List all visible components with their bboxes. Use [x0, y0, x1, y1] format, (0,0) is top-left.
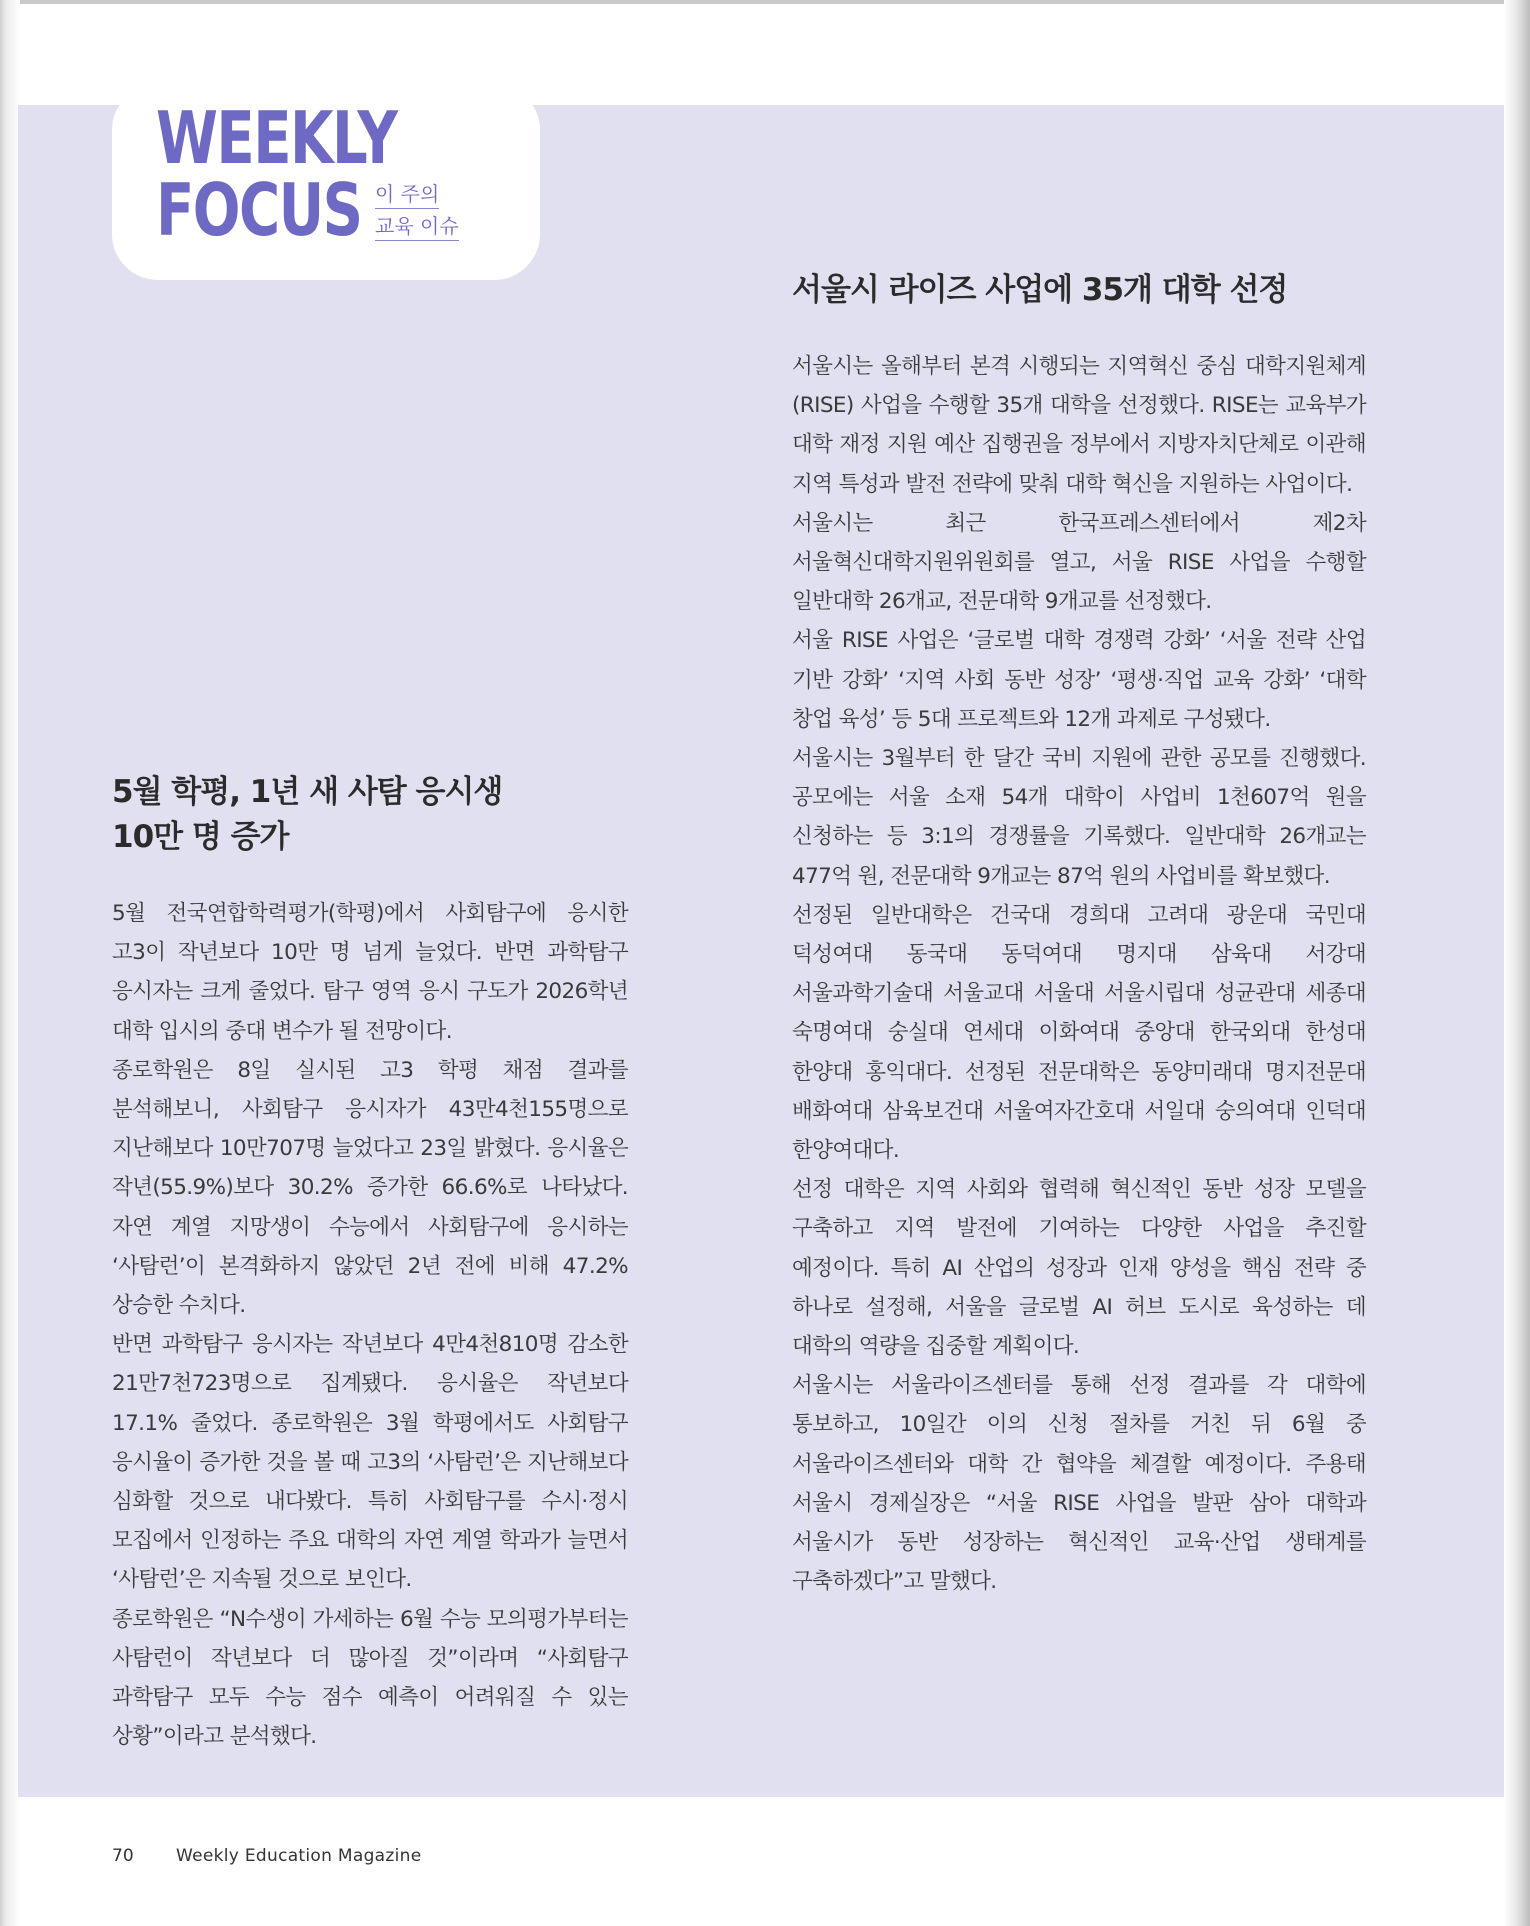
badge-weekly-text: WEEKLY: [156, 96, 397, 180]
right-paragraph: 선정된 일반대학은 건국대 경희대 고려대 광운대 국민대 덕성여대 동국대 동덕여대 명지대 삼육대 서강대 서울과학기술대 서울교대 서울대 서울시립대 성균관대 세종대 숙명여대 숭실대 연세대 이화여대 중앙대 한국외대 한성대 한양대 홍익대다. 선정된 전문대학은 동양미래대 명지전문대 배화여대 삼육보건대 서울여자간호대 서일대 숭의여대 인덕대 한양여대다.: [792, 902, 1366, 1164]
magazine-name: Weekly Education Magazine: [176, 1846, 422, 1866]
right-article-title: 서울시 라이즈 사업에 35개 대학 선정: [792, 272, 1288, 308]
badge-focus-text: FOCUS: [156, 168, 362, 252]
left-paragraph: 종로학원은 8일 실시된 고3 학평 채점 결과를 분석해보니, 사회탐구 응시자가 43만4천155명으로 지난해보다 10만707명 늘었다고 23일 밝혔다. 응시율은 작년(55.9%)보다 30.2% 증가한 66.6%로 나타났다. 자연 계열 지망생이 수능에서 사회탐구에 응시하는 ‘사탐런’이 본격화하지 않았던 2년 전에 비해 47.2% 상승한 수치다.: [112, 1057, 628, 1319]
right-article-body: [792, 347, 1366, 1602]
left-article-title: [112, 770, 502, 860]
page-edge-top: [0, 0, 1530, 4]
right-paragraph: 서울시는 최근 한국프레스센터에서 제2차 서울혁신대학지원위원회를 열고, 서울 RISE 사업을 수행할 일반대학 26개교, 전문대학 9개교를 선정했다.: [792, 510, 1366, 615]
right-paragraph: 서울시는 3월부터 한 달간 국비 지원에 관한 공모를 진행했다. 공모에는 서울 소재 54개 대학이 사업비 1천607억 원을 신청하는 등 3:1의 경쟁률을 기록했다. 일반대학 26개교는 477억 원, 전문대학 9개교는 87억 원의 사업비를 확보했다.: [792, 746, 1366, 889]
left-title-line2: 10만 명 증가: [112, 819, 289, 855]
left-paragraph: 반면 과학탐구 응시자는 작년보다 4만4천810명 감소한 21만7천723명으로 집계됐다. 응시율은 작년보다 17.1% 줄었다. 종로학원은 3월 학평에서도 사회탐구 응시율이 증가한 것을 볼 때 고3의 ‘사탐런’은 지난해보다 심화할 것으로 내다봤다. 특히 사회탐구를 수시·정시 모집에서 인정하는 주요 대학의 자연 계열 학과가 늘면서 ‘사탐런’은 지속될 것으로 보인다.: [112, 1332, 628, 1593]
left-title-line1: 5월 학평, 1년 새 사탐 응시생: [112, 774, 503, 810]
page-number: 70: [112, 1846, 134, 1866]
right-paragraph: 선정 대학은 지역 사회와 협력해 혁신적인 동반 성장 모델을 구축하고 지역 발전에 기여하는 다양한 사업을 추진할 예정이다. 특히 AI 산업의 성장과 인재 양성을 핵심 전략 중 하나로 설정해, 서울을 글로벌 AI 허브 도시로 육성하는 데 대학의 역량을 집중할 계획이다.: [792, 1177, 1366, 1360]
page-edge-right: [1504, 0, 1530, 1926]
left-article-body: [112, 894, 628, 1756]
right-paragraph: 서울 RISE 사업은 ‘글로벌 대학 경쟁력 강화’ ‘서울 전략 산업 기반 강화’ ‘지역 사회 동반 성장’ ‘평생·직업 교육 강화’ ‘대학 창업 육성’ 등 5대 프로젝트와 12개 과제로 구성됐다.: [792, 628, 1366, 732]
badge-subtitle-line1: 이 주의: [375, 178, 439, 209]
badge-subtitle-line2: 교육 이슈: [375, 210, 459, 241]
left-paragraph: 5월 전국연합학력평가(학평)에서 사회탐구에 응시한 고3이 작년보다 10만 명 넘게 늘었다. 반면 과학탐구 응시자는 크게 줄었다. 탐구 영역 응시 구도가 2026학년 대학 입시의 중대 변수가 될 전망이다.: [112, 901, 628, 1044]
right-paragraph: 서울시는 올해부터 본격 시행되는 지역혁신 중심 대학지원체계(RISE) 사업을 수행할 35개 대학을 선정했다. RISE는 교육부가 대학 재정 지원 예산 집행권을 정부에서 지방자치단체로 이관해 지역 특성과 발전 전략에 맞춰 대학 혁신을 지원하는 사업이다.: [792, 354, 1366, 497]
right-paragraph: 서울시는 서울라이즈센터를 통해 선정 결과를 각 대학에 통보하고, 10일간 이의 신청 절차를 거친 뒤 6월 중 서울라이즈센터와 대학 간 협약을 체결할 예정이다. 주용태 서울시 경제실장은 “서울 RISE 사업을 발판 삼아 대학과 서울시가 동반 성장하는 혁신적인 교육·산업 생태계를 구축하겠다”고 말했다.: [792, 1373, 1366, 1595]
page-edge-left: [0, 0, 20, 1926]
left-paragraph: 종로학원은 “N수생이 가세하는 6월 수능 모의평가부터는 사탐런이 작년보다 더 많아질 것”이라며 “사회탐구 과학탐구 모두 수능 점수 예측이 어려워질 수 있는 상황”이라고 분석했다.: [112, 1606, 628, 1750]
